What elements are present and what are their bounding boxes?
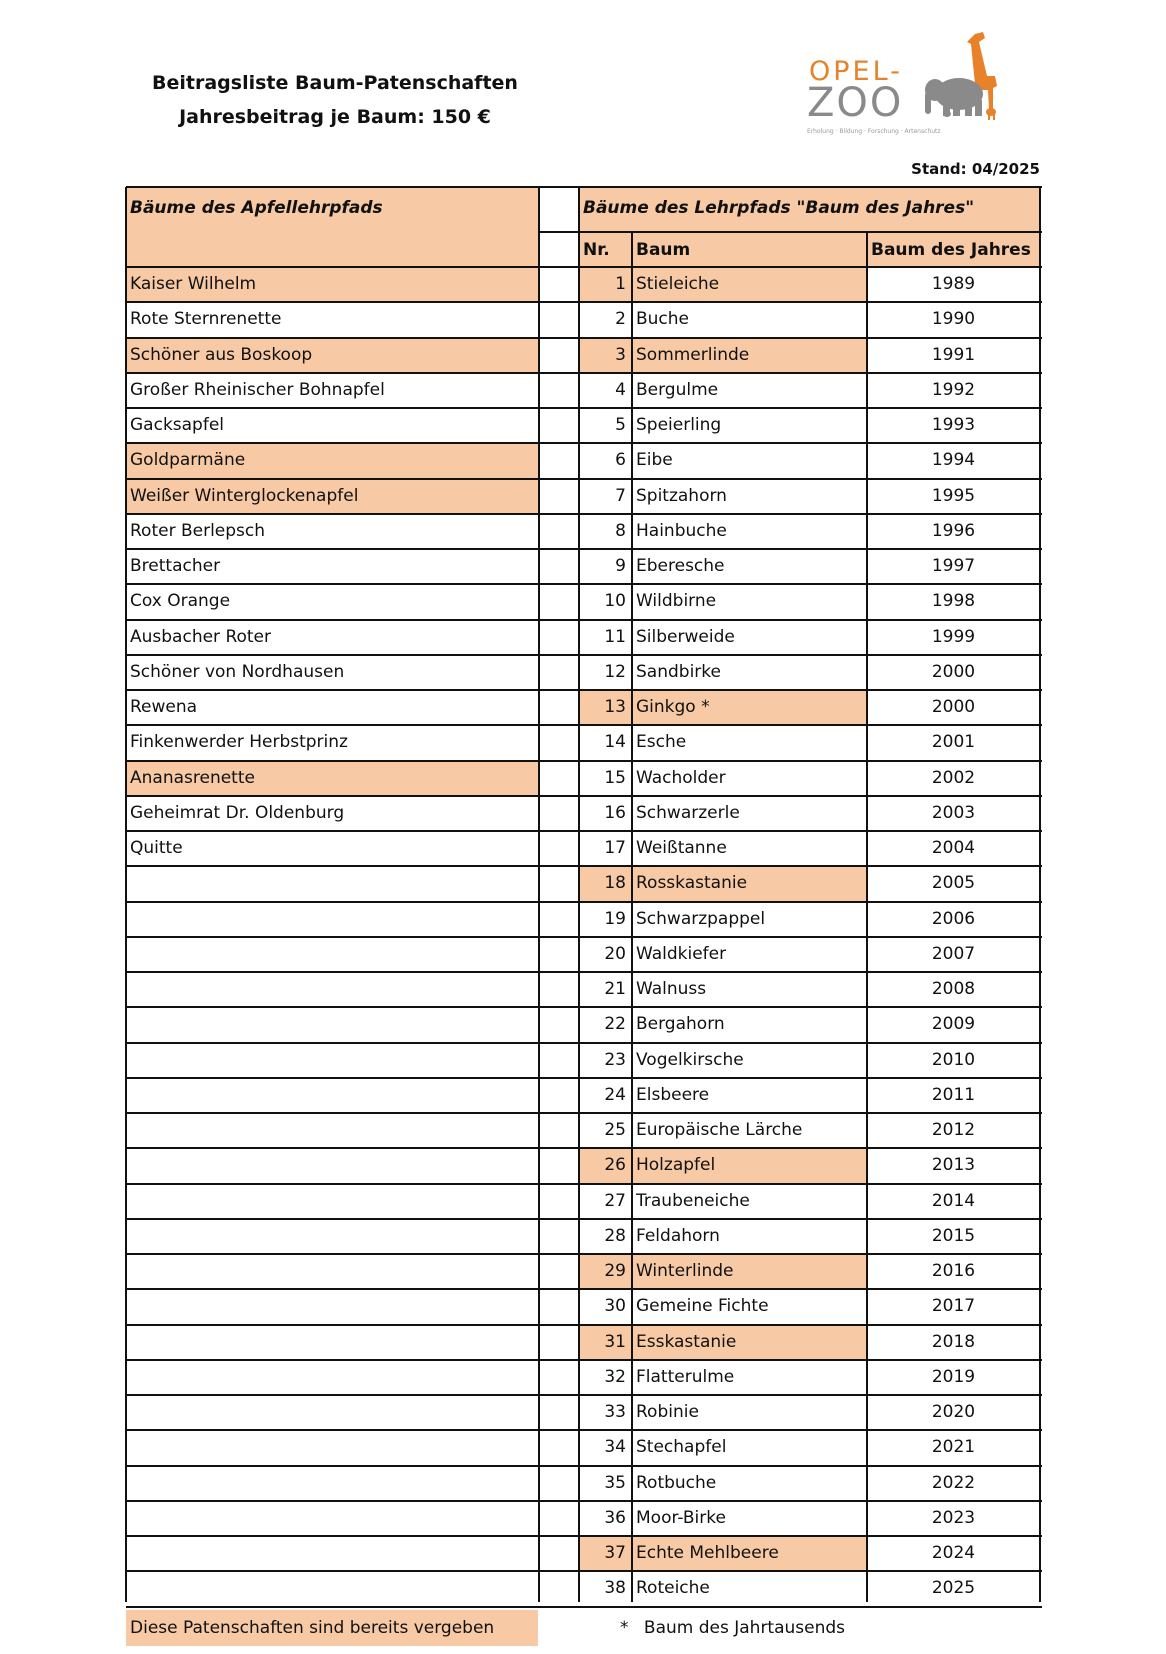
tree-nr-cell: 33 [604,1402,626,1422]
grid-line [126,337,1042,339]
apple-tree-cell: Geheimrat Dr. Oldenburg [130,802,345,823]
tree-year-cell: 2025 [931,1578,976,1599]
tree-name-cell: Esche [636,732,687,753]
grid-line [126,936,1042,938]
tree-name-cell: Hainbuche [636,520,727,541]
grid-line [126,513,1042,515]
logo-tagline: Erholung · Bildung · Forschung · Artenschutz [807,128,941,135]
legend-star [620,1610,920,1646]
grid-line [126,689,1042,691]
legend-taken-text: Diese Patenschaften sind bereits vergeben [130,1618,495,1638]
tree-name-cell: Bergahorn [636,1014,725,1035]
tree-name-cell: Spitzahorn [636,485,727,506]
right-table-header: Bäume des Lehrpfads "Baum des Jahres" [583,198,975,218]
grid-line [126,372,1042,374]
tree-year-cell: 1989 [931,274,976,294]
grid-line [126,583,1042,585]
grid-line [126,1112,1042,1114]
grid-line [126,1147,1042,1149]
grid-line [126,1183,1042,1185]
grid-line [126,1077,1042,1079]
tree-nr-cell: 26 [579,1148,632,1183]
tree-nr-cell: 34 [604,1437,626,1458]
tree-name-cell: Rotbuche [636,1472,717,1493]
grid-line [126,186,1042,188]
tree-nr-cell: 20 [604,943,626,964]
apple-tree-cell: Weißer Winterglockenapfel [126,479,539,514]
grid-line [126,654,1042,656]
tree-name-cell: Traubeneiche [636,1190,750,1211]
tree-nr-cell: 38 [604,1578,626,1599]
tree-nr-cell: 15 [604,767,626,788]
grid-line [126,901,1042,903]
tree-year-cell: 2009 [931,1014,976,1035]
tree-nr-cell: 11 [604,626,626,647]
apple-tree-cell: Schöner aus Boskoop [126,338,539,373]
tree-nr-cell: 1 [579,267,632,302]
tree-name-cell: Walnuss [636,979,707,999]
tree-nr-cell: 36 [604,1507,626,1528]
tree-name-cell: Echte Mehlbeere [632,1536,867,1571]
grid-line [126,1465,1042,1467]
tree-year-cell: 2016 [931,1261,976,1281]
grid-line [538,187,540,1602]
apple-tree-cell: Finkenwerder Herbstprinz [130,732,348,753]
tree-nr-cell: 14 [604,732,626,753]
grid-line [126,478,1042,480]
tree-year-cell: 2021 [931,1437,976,1458]
apple-tree-cell: Gacksapfel [130,415,225,435]
tree-year-cell: 2015 [931,1225,976,1246]
tree-name-cell: Feldahorn [636,1225,720,1246]
tree-name-cell: Winterlinde [632,1254,867,1289]
tree-year-cell: 1997 [931,556,976,576]
tree-nr-cell: 18 [579,866,632,901]
tree-nr-cell: 22 [604,1014,626,1035]
tree-year-cell: 1992 [931,379,976,400]
tree-nr-cell: 16 [604,802,626,823]
tree-year-cell: 1990 [931,309,976,330]
grid-line [126,1042,1042,1044]
tree-year-cell: 1996 [931,520,976,541]
grid-line [126,760,1042,762]
grid-line [126,1606,1042,1608]
grid-line [125,187,127,1602]
tree-name-cell: Speierling [636,415,722,435]
grid-line [1039,187,1041,1602]
tree-name-cell: Holzapfel [632,1148,867,1183]
tree-name-cell: Ginkgo * [632,690,867,725]
tree-nr-cell: 2 [615,309,626,330]
grid-line [126,795,1042,797]
tree-name-cell: Elsbeere [636,1084,710,1105]
tree-name-cell: Gemeine Fichte [636,1296,769,1317]
tree-nr-cell: 25 [604,1120,626,1140]
tree-year-cell: 2019 [931,1366,976,1387]
apple-tree-cell: Kaiser Wilhelm [126,267,539,302]
grid-line [126,407,1042,409]
tree-nr-cell: 29 [579,1254,632,1289]
tree-name-cell: Schwarzpappel [636,908,766,929]
grid-line [126,1218,1042,1220]
tree-year-cell: 1993 [931,415,976,435]
tree-nr-cell: 19 [604,908,626,929]
tree-name-cell: Vogelkirsche [636,1049,744,1070]
tree-year-cell: 2022 [931,1472,976,1493]
tree-nr-cell: 13 [579,690,632,725]
tree-nr-cell: 21 [604,979,626,999]
tree-nr-cell: 8 [615,520,626,541]
grid-line [578,187,580,1602]
tree-name-cell: Rosskastanie [632,866,867,901]
legend-star-text: Baum des Jahrtausends [643,1618,846,1638]
apple-tree-cell: Ausbacher Roter [130,626,272,647]
grid-line [126,971,1042,973]
stand-date: Stand: 04/2025 [911,160,1040,178]
tree-name-cell: Eibe [636,450,673,471]
tree-name-cell: Sommerlinde [632,338,867,373]
tree-name-cell: Bergulme [636,379,719,400]
grid-line [126,1535,1042,1537]
apple-tree-cell: Ananasrenette [126,761,539,796]
apple-tree-cell: Großer Rheinischer Bohnapfel [130,379,385,400]
legend-taken [126,1610,538,1646]
tree-nr-cell: 10 [604,591,626,612]
grid-line [126,442,1042,444]
tree-name-cell: Roteiche [636,1578,710,1599]
grid-line [126,1006,1042,1008]
tree-name-cell: Wildbirne [636,591,717,612]
apple-tree-cell: Goldparmäne [126,443,539,478]
tree-year-cell: 2008 [931,979,976,999]
apple-tree-cell: Schöner von Nordhausen [130,661,345,682]
tree-name-cell: Waldkiefer [636,943,727,964]
tree-sponsorship-table [126,187,1040,1602]
tree-year-cell: 2018 [931,1331,976,1352]
tree-name-cell: Silberweide [636,626,735,647]
tree-year-cell: 2017 [931,1296,976,1317]
tree-year-cell: 1998 [931,591,976,612]
legend-star-symbol: * [620,1618,629,1638]
opel-zoo-logo [807,28,1035,138]
tree-name-cell: Wacholder [636,767,726,788]
tree-nr-cell: 12 [604,661,626,682]
tree-year-cell: 2023 [931,1507,976,1528]
column-header-baum: Baum [636,240,691,260]
tree-nr-cell: 7 [615,485,626,506]
grid-line [126,1253,1042,1255]
tree-year-cell: 2004 [931,838,976,858]
tree-nr-cell: 17 [604,838,626,858]
tree-year-cell: 2000 [931,697,976,717]
tree-year-cell: 2024 [931,1543,976,1563]
tree-year-cell: 2010 [931,1049,976,1070]
tree-name-cell: Stechapfel [636,1437,727,1458]
tree-nr-cell: 5 [615,415,626,435]
page-title: Beitragsliste Baum-Patenschaften [152,72,518,94]
page-subtitle: Jahresbeitrag je Baum: 150 € [179,106,491,128]
tree-nr-cell: 32 [604,1366,626,1387]
tree-name-cell: Europäische Lärche [636,1120,803,1140]
tree-year-cell: 2005 [931,873,976,894]
grid-line [126,1288,1042,1290]
grid-line [866,232,868,1602]
tree-nr-cell: 35 [604,1472,626,1493]
grid-line [126,619,1042,621]
tree-name-cell: Robinie [636,1402,699,1422]
tree-nr-cell: 9 [615,556,626,576]
tree-year-cell: 2020 [931,1402,976,1422]
tree-name-cell: Moor-Birke [636,1507,726,1528]
tree-nr-cell: 31 [579,1325,632,1360]
grid-line [126,548,1042,550]
tree-nr-cell: 4 [615,379,626,400]
grid-line [126,1429,1042,1431]
tree-year-cell: 1995 [931,485,976,506]
tree-nr-cell: 3 [579,338,632,373]
tree-name-cell: Schwarzerle [636,802,740,823]
tree-name-cell: Eberesche [636,556,725,576]
grid-line [126,266,1042,268]
column-header-nr: Nr. [583,240,610,260]
grid-line [126,301,1042,303]
grid-line [126,1500,1042,1502]
tree-name-cell: Flatterulme [636,1366,735,1387]
tree-nr-cell: 27 [604,1190,626,1211]
tree-year-cell: 2013 [931,1155,976,1176]
apple-tree-cell: Rewena [130,697,198,717]
apple-tree-cell: Rote Sternrenette [130,309,282,330]
tree-nr-cell: 6 [615,450,626,471]
apple-tree-cell: Brettacher [130,556,221,576]
tree-year-cell: 2002 [931,767,976,788]
apple-tree-cell: Cox Orange [130,591,231,612]
logo-text-zoo: ZOO [807,80,904,126]
tree-year-cell: 2001 [931,732,976,753]
tree-name-cell: Buche [636,309,690,330]
tree-nr-cell: 28 [604,1225,626,1246]
tree-year-cell: 1994 [931,450,976,471]
tree-year-cell: 2014 [931,1190,976,1211]
grid-line [126,830,1042,832]
tree-year-cell: 2006 [931,908,976,929]
grid-line [126,1324,1042,1326]
tree-name-cell: Weißtanne [636,838,727,858]
tree-year-cell: 2011 [931,1084,976,1105]
tree-nr-cell: 37 [579,1536,632,1571]
tree-name-cell: Sandbirke [636,661,721,682]
column-header-jahr: Baum des Jahres [871,240,1031,260]
apple-tree-cell: Roter Berlepsch [130,520,266,541]
left-table-header: Bäume des Apfellehrpfads [130,198,383,218]
tree-name-cell: Esskastanie [632,1325,867,1360]
grid-line [631,232,633,1602]
grid-line [539,231,1042,233]
tree-name-cell: Stieleiche [632,267,867,302]
apple-tree-cell: Quitte [130,838,183,858]
logo-text-opel: OPEL- [809,56,903,87]
tree-year-cell: 1991 [931,344,976,365]
grid-line [126,865,1042,867]
grid-line [126,1570,1042,1572]
tree-year-cell: 2000 [931,661,976,682]
tree-year-cell: 2007 [931,943,976,964]
grid-line [126,724,1042,726]
tree-year-cell: 1999 [931,626,976,647]
tree-nr-cell: 24 [604,1084,626,1105]
grid-line [126,1394,1042,1396]
tree-nr-cell: 30 [604,1296,626,1317]
grid-line [126,1359,1042,1361]
tree-year-cell: 2012 [931,1120,976,1140]
tree-year-cell: 2003 [931,802,976,823]
tree-nr-cell: 23 [604,1049,626,1070]
